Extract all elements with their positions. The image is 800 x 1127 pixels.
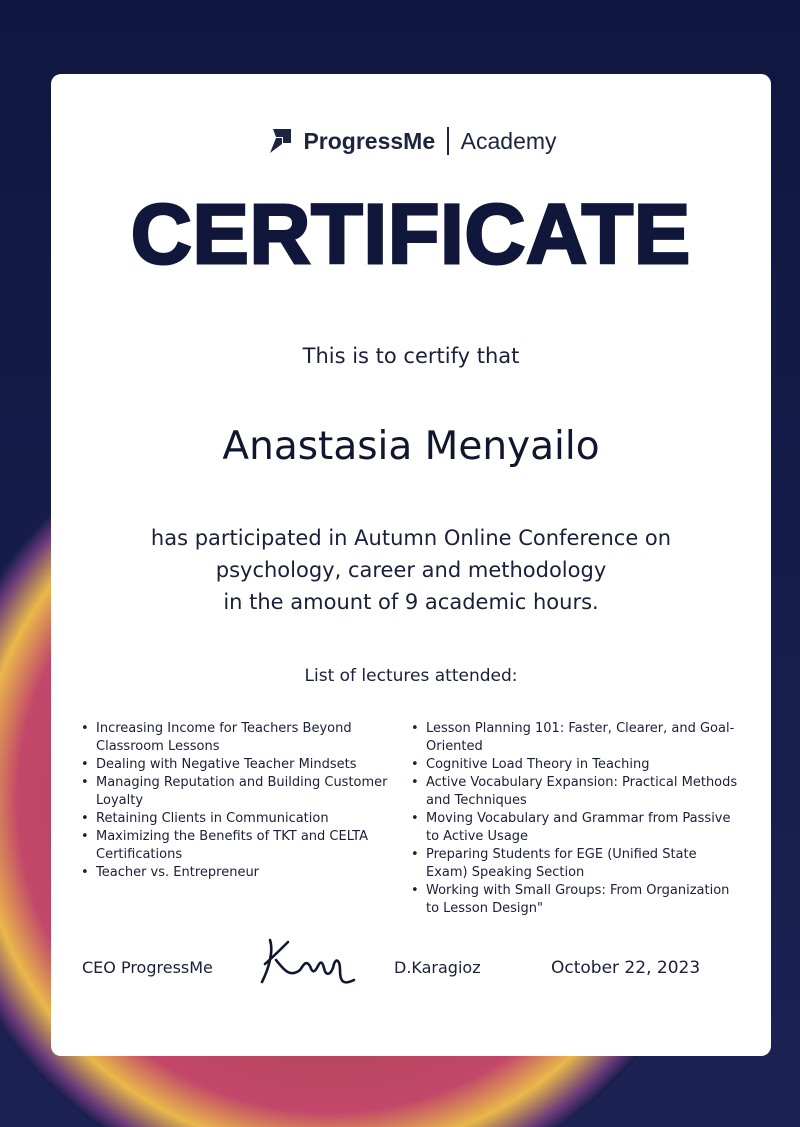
participation-statement <box>91 522 731 618</box>
certificate-title: CERTIFICATE <box>130 187 692 281</box>
statement-line: has participated in Autumn Online Conference on <box>150 526 672 550</box>
statement-line: in the amount of 9 academic hours. <box>223 590 599 614</box>
lecture-item: • Cognitive Load Theory in Teaching <box>409 756 739 774</box>
lectures-heading: List of lectures attended: <box>304 666 518 686</box>
lecture-item: • Teacher vs. Entrepreneur <box>79 864 389 882</box>
signer-name: D.Karagioz <box>394 958 481 977</box>
lecture-item: • Increasing Income for Teachers Beyond Classroom Lessons <box>79 720 389 756</box>
lecture-item: • Lesson Planning 101: Faster, Clearer, and Goal-Oriented <box>409 720 739 756</box>
lecture-item: • Managing Reputation and Building Customer Loyalty <box>79 774 389 810</box>
lecture-item: • Maximizing the Benefits of TKT and CELTA Certifications <box>79 828 389 864</box>
lecture-item: • Moving Vocabulary and Grammar from Passive to Active Usage <box>409 810 739 846</box>
lecture-item: • Working with Small Groups: From Organization to Lesson Design" <box>409 882 739 918</box>
signature-mark <box>256 930 366 992</box>
brand-divider <box>447 127 449 155</box>
brand-header <box>51 124 771 158</box>
lecture-item: • Active Vocabulary Expansion: Practical Methods and Techniques <box>409 774 739 810</box>
brand-name: ProgressMe <box>303 127 436 154</box>
certify-intro: This is to certify that <box>302 344 520 368</box>
lecture-item: • Retaining Clients in Communication <box>79 810 389 828</box>
lectures-list-left <box>79 720 389 882</box>
lecture-item: • Preparing Students for EGE (Unified State Exam) Speaking Section <box>409 846 739 882</box>
statement-line: psychology, career and methodology <box>215 558 607 582</box>
lecture-item: • Dealing with Negative Teacher Mindsets <box>79 756 389 774</box>
recipient-name: Anastasia Menyailo <box>222 424 600 469</box>
brand-unit: Academy <box>460 127 557 154</box>
issue-date: October 22, 2023 <box>551 958 701 978</box>
lectures-list-right <box>409 720 739 918</box>
progressme-logo-icon <box>265 126 295 156</box>
ceo-label: CEO ProgressMe <box>82 958 213 977</box>
certificate-card <box>51 74 771 1056</box>
